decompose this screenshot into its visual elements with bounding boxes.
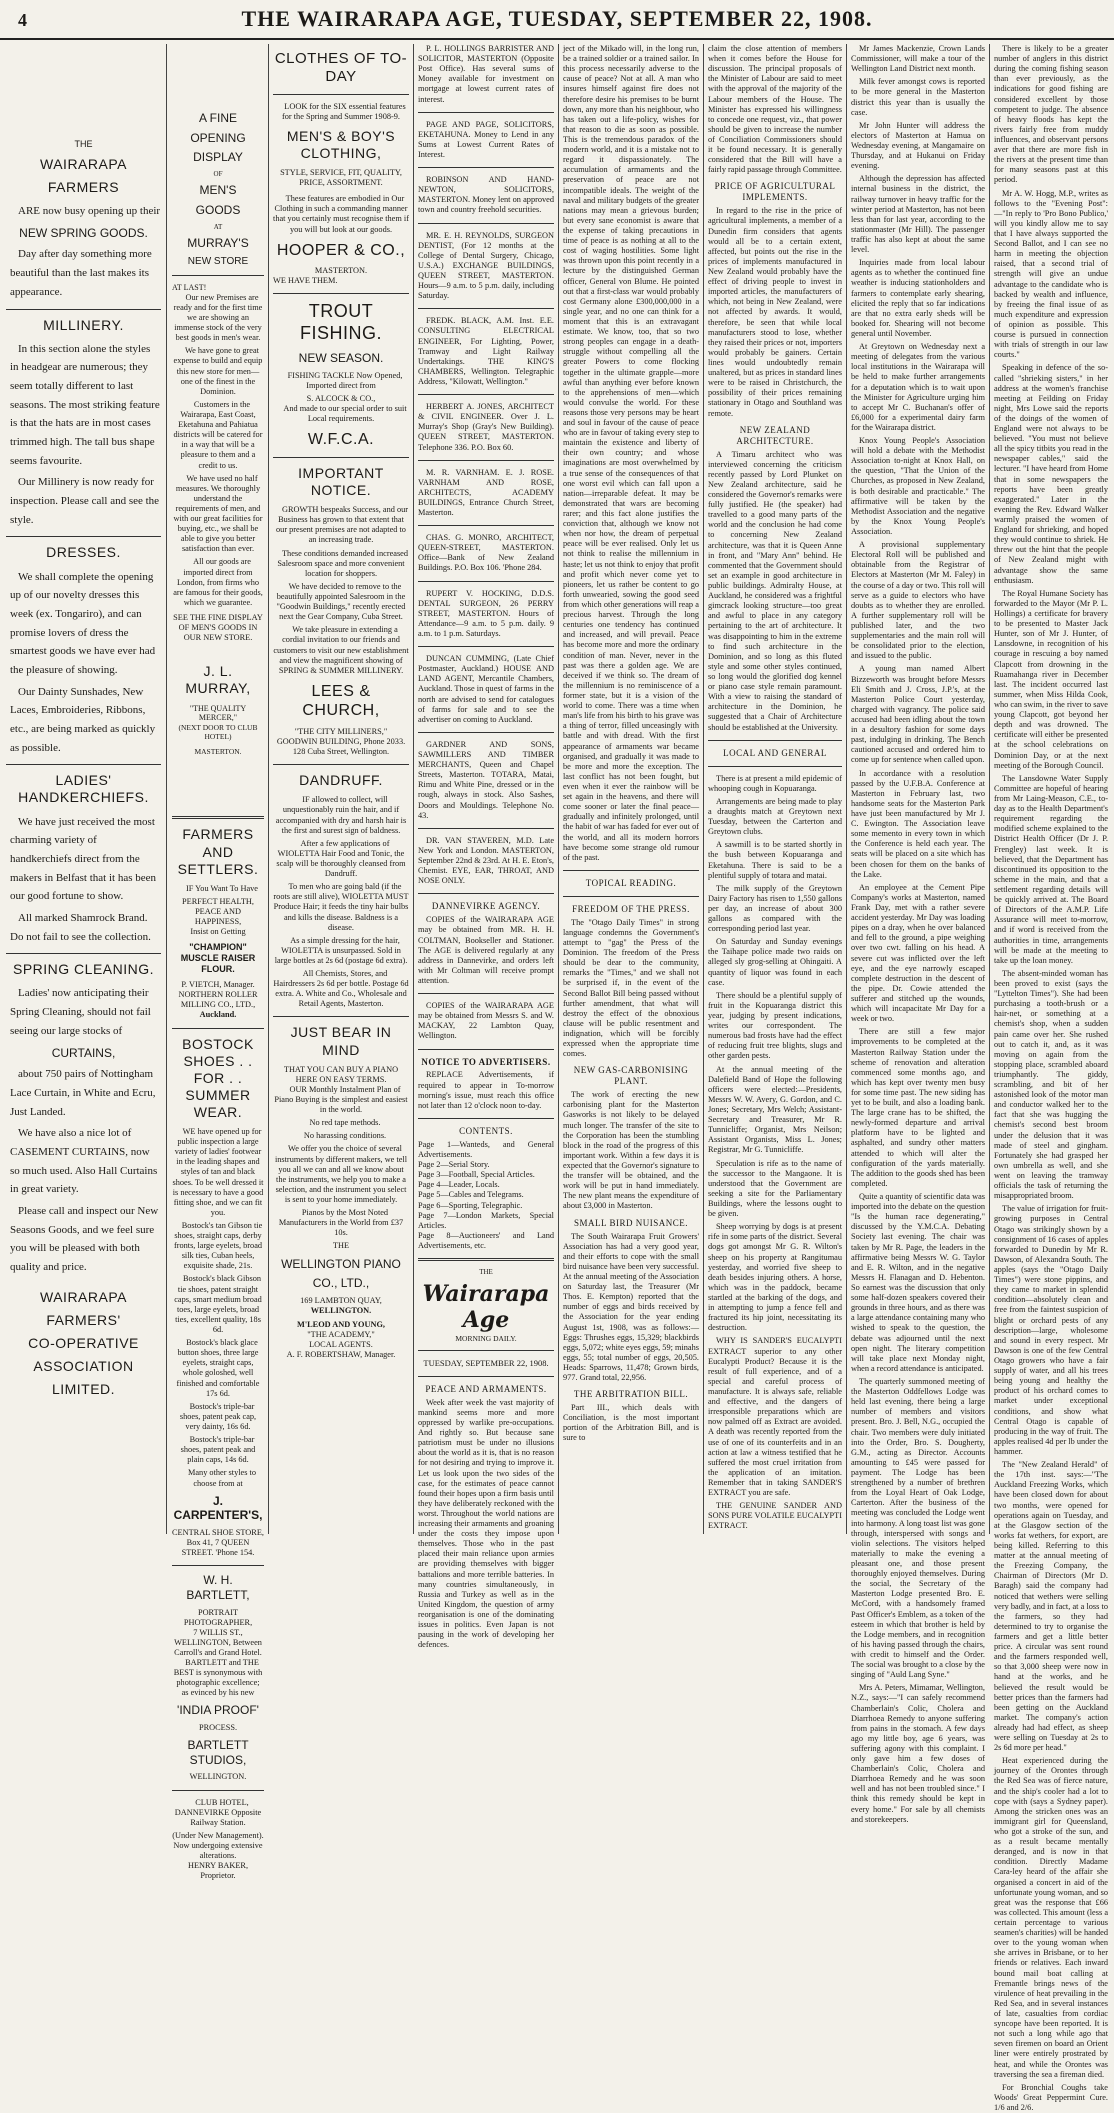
footer-line: WAIRARAPA (40, 1288, 127, 1305)
local-news-continued-column (851, 44, 985, 1824)
bostock-text: Bostock's triple-bar shoes, patent peak and plain caps, 14s 6d. (180, 1435, 256, 1465)
carpenter-address: CENTRAL SHOE STORE, Box 41, 7 QUEEN STREET. 'Phone 154. (172, 1527, 264, 1558)
murray-text: We have used no half measures. We thoroughly understand the requirements of men, and with our great facilities for buying, etc., we shall be able to give you better satisfaction than ever. (173, 473, 263, 554)
column-rule (989, 44, 990, 1534)
dandruff-text: All Chemists, Stores, and Hairdressers 2s 6d per bottle. Postage 6d extra. A. White and Co., Wholesale and Retail Agents, Masterton. (273, 969, 409, 1009)
column-rule (166, 44, 167, 1534)
piano-text: OUR Monthly Instalment Plan of Piano Buying is the simplest and easiest in the world. (274, 1084, 408, 1115)
local-item: The absent-minded woman has been proved to exist (says the "Lyttelton Times"). She had been purchasing a tooth-brush or a hair-net, or something at a chemist's shop, when a sudden pain came over her. She rushed out to catch it, and, as it was moving on again from the stopping place, scrambled aboard triumphantly. The giddy, scrambling, and bit of her astonished look of the motor man and conductor walked her to the fact that she was hugging the chemist's second best broom under the delusion that it was made of steel and gingham. Fortunately she had grasped her own umbrella as well, and she went on leaving the tramway officials the task of returning the misappropriated broom. (994, 968, 1108, 1201)
champion-flour: "CHAMPION" MUSCLE RAISER FLOUR. (180, 942, 256, 975)
hotel-text: HENRY BAKER, Proprietor. (187, 1861, 249, 1881)
millinery-text: In this section alone the styles in headgear are numerous; they seem totally different to last seasons. The most striking feature is that the hats are in most cases trimmed high. The tall bus shape seems favourite. (10, 342, 160, 467)
small-bird-heading: SMALL BIRD NUISANCE. (574, 1217, 688, 1228)
piano-text: We offer you the choice of several instruments by different makers, we tell you all we can and all we know about the instruments, we help you to make a selection, and the instrument you select is sent to your home immediately. (274, 1144, 408, 1204)
lees-church-tagline: "THE CITY MILLINERS," (294, 726, 388, 736)
contents-item: Page 1—Wanteds, and General Advertisements. (418, 1139, 554, 1159)
nameplate-the: THE (479, 1268, 493, 1277)
footer-line: FARMERS' (46, 1311, 121, 1328)
local-item: There are still a few major improvements to be completed at the Masterton Railway Station under the scheme of renovation and alteration commenced some months ago, and which has kept over twenty men busy for some time past. The new siding has yet to be built, and also a loading bank. The large crane has to be shifted, the newly-formed departure and arrival platform have to be lighted and asphalted, and sundry other matters attended to which will alter the configuration of the yards materially. The addition to the goods shed has been completed. (851, 1027, 985, 1188)
local-item: At Greytown on Wednesday next a meeting of delegates from the various local institutions in the Wairarapa will be held to make further arrangements for a deputation which is to wait upon the Minister for Agriculture urging him to accept Mr C. Buchanan's offer of £6,000 for a experimental dairy farm for the Wairarapa district. (851, 342, 985, 432)
local-item: A young man named Albert Bizzeworth was brought before Messrs Eli Smith and J. Cross, J.P.'s, at the Masterton Police Court yesterday, charged with vagrancy. The police said accused had been idling about the town in a desultory fashion for some days past, indulging in drinking. The Bench cautioned accused and ordered him to come up for sentence when called upon. (851, 664, 985, 765)
opening-line: OPENING (190, 130, 246, 145)
footer-line: LIMITED. (51, 1381, 116, 1398)
mleod-young: M'LEOD AND YOUNG, (297, 1319, 385, 1329)
murray-text: Our new Premises are ready and for the first time we are showing an immense stock of the very best goods in men's wear. (173, 292, 263, 343)
gas-plant-heading: NEW GAS-CARBONISING PLANT. (573, 1065, 689, 1087)
fishing-text: FISHING TACKLE Now Opened, Imported direct from (287, 370, 403, 390)
hotel-text: Now undergoing extensive alterations. (173, 1841, 263, 1861)
dannevirke-agency: DANNEVIRKE AGENCY. (431, 901, 541, 912)
handkerchiefs-heading: LADIES' HANDKERCHIEFS. (18, 772, 149, 806)
professional-card: COPIES of the WAIRARAPA AGE may be obtained from MR. H. H. COLTMAN, Bookseller and Stationer. The AGE is delivered regularly at any address in Dannevirke, and orders left with Mr Coltman will receive prompt attention. (418, 915, 554, 985)
bartlett-address: 7 WILLIS ST., WELLINGTON, Between Carroll's and Grand Hotel. (174, 1627, 262, 1657)
architecture-heading: NEW ZEALAND ARCHITECTURE. (736, 424, 814, 446)
masthead (0, 0, 1114, 40)
see-display: SEE THE FINE DISPLAY OF MEN'S GOODS IN OUR NEW STORE. (173, 613, 263, 643)
farmers-text: Insist on Getting (190, 927, 246, 937)
professional-card: DUNCAN CUMMING, (Late Chief Postmaster, Auckland.) HOUSE AND LAND AGENT, Mercantile Chambers, Auckland. Those in quest of farms in the north are advised to send for catalogues of farms for sale and to see the advertiser on coming to Auckland. (418, 654, 554, 724)
bostock-text: Bostock's black Gibson tie shoes, patent straight caps, smart medium broad toes, large eyelets, broad ties, excellent quality, 18s 6d. (174, 1274, 262, 1335)
local-item: The Royal Humane Society has forwarded to the Mayor (Mr P. L. Hollings) a certificate for bravery to be presented to Master Jack Hunter, son of Mr J. Hunter, of Lansdowne, in recognition of his courage in rescuing a boy named Clapcott from drowning in the Ruamahanga river in December last. The incident occurred last summer, when Miss Hilda Cook, who can swim, in the river to save young Clapcott, got beyond her depth and was drowned. The certificate will either be presented at the school celebrations on Dominion Day, or at the next meeting of the Borough Council. (994, 588, 1108, 770)
piano-sub: THAT YOU CAN BUY A PIANO HERE ON EASY TERMS. (283, 1064, 399, 1084)
morning-daily: MORNING DAILY. (455, 1334, 517, 1344)
opening-line: A FINE (198, 111, 237, 125)
contents-item: Page 5—Cables and Telegrams. (418, 1190, 524, 1200)
professional-card: CHAS. G. MONRO, ARCHITECT, QUEEN-STREET, MASTERTON. Office—Bank of New Zealand Buildings. P.O. Box 106. 'Phone 284. (418, 533, 554, 573)
leader-continued-column (563, 44, 699, 1534)
column-rule (703, 44, 704, 1534)
local-item: The Lansdowne Water Supply Committee are hopeful of hearing from Mr Laing-Meason, C.E., to-day as to the Health Department's requirement regarding the modified scheme explained to the District Health Officer (Dr J. P. Frengley) last week. It is believed, that the Department has discontinued its opposition to the scheme in the main, and that a settlement regarding details will be quickly arrived at. The Board of Directors of the A.M.P. Life Assurance will meet to-morrow, and if word is received from the authorities in time, arrangements will be made at the meeting to take up the loan money. (994, 773, 1108, 965)
agent-name: A. F. ROBERTSHAW, Manager. (286, 1350, 396, 1360)
column-rule (558, 44, 559, 1534)
local-item: There should be a plentiful supply of fruit in the Kopuaranga district this year, judging by present indications, writes our correspondent. The numerous bad frosts have had the effect of reducing fruit tree blights, slugs and other garden pests. (708, 990, 842, 1061)
column-rule (413, 44, 414, 1534)
local-item: Although the depression has affected internal business in the district, the railway turnover in heavy traffic for the winter period at Masterton, has not been less than for last year, according to the stationmaster (Mr Hill). The passenger traffic has also kept at about the same level. (851, 174, 985, 255)
local-news-final-column (994, 44, 1108, 2112)
local-item: There is likely to be a greater number of anglers in this district during the coming fishing season than ever previously, as the indications for good fishing are considered excellent by those competent to judge. The absence of heavy floods has kept the rivers fairly free from muddy influences, and observant persons aver that there are more fish in the rivers at the present time than for many seasons past at this period. (994, 44, 1108, 185)
professional-card: HERBERT A. JONES, ARCHITECT & CIVIL ENGINEER. Over J. L. Murray's Shop (Gray's New Building). QUEEN STREET, MASTERTON. Telephone 336. P.O. Box 60. (418, 402, 554, 452)
local-item: Inquiries made from local labour agents as to whether the continued fine weather is inducing stationholders and farmers to contemplate early shearing, elicited the reply that so far indications are that no extra early sheds will be booked for. Shearing will not become general until November. (851, 258, 985, 338)
professional-card: P. L. HOLLINGS BARRISTER AND SOLICITOR, MASTERTON (Opposite Post Office). Has several sums of Money available for investment on mortgage at lowest current rates of interest. (418, 44, 554, 104)
newspaper-title: THE WAIRARAPA AGE, TUESDAY, SEPTEMBER 22, 1908. (241, 6, 873, 31)
fishing-text: S. ALCOCK & CO., (306, 394, 376, 404)
dandruff-text: To men who are going bald (if the roots are still alive), WIOLETTA MUST Produce Hair; it feeds the tiny hair bulbs and kills the disease. Baldness is a disease. (273, 882, 409, 932)
murray-address: (NEXT DOOR TO CLUB HOTEL) (178, 723, 258, 742)
bartlett-studios: BARTLETT STUDIOS, (187, 1738, 249, 1767)
academy: "THE ACADEMY," (307, 1330, 375, 1340)
clothes-heading: CLOTHES OF TO-DAY (274, 50, 408, 86)
local-item: Milk fever amongst cows is reported to be more general in the Masterton district this year than is usually the case. (851, 77, 985, 117)
leader-heading: PEACE AND ARMAMENTS. (425, 1383, 547, 1394)
clothing-advert-column (273, 44, 409, 1534)
dresses-text: Our Dainty Sunshades, New Laces, Embroideries, Ribbons, etc., are being marked as quickly as possible. (10, 685, 156, 754)
murray-tagline: "THE QUALITY MERCER," (189, 703, 247, 723)
spring-cleaning-text: about 750 pairs of Nottingham Lace Curtain, in White and Ecru, Just Landed. (10, 1068, 156, 1118)
hooper-town: MASTERTON. (314, 266, 368, 276)
spring-cleaning-text: We have also a nice lot of CASEMENT CURTAINS, now so much used. Also Hall Curtains in great variety. (10, 1127, 158, 1196)
lees-church-address: GOODWIN BUILDING, Phone 2033. 128 Cuba Street, Wellington. (276, 737, 406, 757)
piano-text: Pianos by the Most Noted Manufacturers in the World from £37 10s. (278, 1208, 404, 1238)
dateline: TUESDAY, SEPTEMBER 22, 1908. (423, 1358, 549, 1369)
new-season: NEW SEASON. (298, 351, 384, 366)
local-item: Mr A. W. Hogg, M.P., writes as follows to the "Evening Post":—"In reply to 'Pro Bono Publico,' will you kindly allow me to say that I have always supported the Second Ballot, and I can see no harm in meeting the objection raised, that a second trial of strength will give an undue advantage to the candidate who is backed by wealth and influence, by freeing the final issue of as much expenditure and expression of opinion as possible. This course is pursued in connection with trials of strength in our law courts." (994, 188, 1108, 360)
notice-text: We take pleasure in extending a cordial invitation to our friends and customers to visit our new establishment and view the magnificent showing of SPRING & SUMMER MILLINERY. (273, 625, 409, 675)
have-them: WE HAVE THEM. (273, 276, 338, 286)
local-item: The "New Zealand Herald" of the 17th inst. says:—"The Auckland Freezing Works, which have been closed down for about two months, were opened for operations again on Tuesday, and at the Glasgow section of the works fat wethers, for export, are being killed. Referring to this matter at the annual meeting of the Freezing Company, the Chairman of Directors (Mr D. Baragh) said the company had noticed that wethers were selling very badly, and in fact, at a loss to the farmers, so they had determined to try to organise the farmers and get a little better price. A circular was sent round and the farmers responded well, so that 3,000 sheep were now in hand at the works, and he believed the result would be better prices than the farmers had been getting on the Auckland market. The company's action already had had effect, as sheep were selling on Tuesday at 2s to 2s 6d more per head." (994, 1460, 1108, 1753)
professional-card: MR. E. H. REYNOLDS, SURGEON DENTIST, (For 12 months at the College of Dental Surgery, Chicago, U.S.A.) EXCHANGE BUILDINGS, QUEEN STREET, MASTERTON. Hours—9 a.m. to 5 p.m. daily, including Saturday. (418, 230, 554, 301)
local-item: The quarterly summoned meeting of the Masterton Oddfellows Lodge was held last evening, there being a large number of members and visitors present. Bro. J. Bell, N.G., occupied the chair. Two members were duly initiated into the Order, Bro. S. Dougherty, G.M., acting as Director. Accounts amounting to £45 were passed for payment. The Lodge has been strengthened by a number of brethren from the Loyal Heart of Oak Lodge, Carterton. After the business of the meeting was concluded the Lodge went into harmony. A long toast list was gone through, interspersed with songs and violin selections. The visitors helped materially to make the evening a pleasant one, and those present thoroughly enjoyed themselves. During the social, the Secretary of the Masterton Lodge presented Bro. E. McCord, with a handsomely framed Past Officer's Emblem, as a token of the esteem in which that brother is held by the Lodge members, and in recognition of his having passed through the chairs, with credit to himself and the Order. The social was brought to a close by the singing of "Auld Lang Syne." (851, 1377, 985, 1680)
clothes-features: STYLE, SERVICE, FIT, QUALITY, PRICE, ASSORTMENT. (280, 167, 402, 188)
local-item: A provisional supplementary Electoral Roll will be published and obtainable from the Registrar of Electors at Masterton (Mr M. Faley) in the course of a day or two. This roll will serve as a guide to electors who have doubts as to whether they are enrolled. A further supplementary roll will be published later, and the two supplementaries and the main roll will be consolidated prior to the election, and issued to the public. (851, 540, 985, 661)
curtains-heading: CURTAINS, (51, 1045, 116, 1060)
local-item: There is at present a mild epidemic of whooping cough in Kopuaranga. (708, 773, 842, 793)
bostock-text: Bostock's black glace button shoes, three large eyelets, straight caps, whole goloshed, well finished and comfortable 17s 6d. (176, 1338, 260, 1398)
local-news-column (708, 44, 842, 1534)
advert-intro-farmers: FARMERS (47, 179, 120, 196)
local-item: In accordance with a resolution passed by the U.F.B.A. Conference at Masterton in February last, two handsome seats for the Masterton Park have just been manufactured by Mr J. C. Ewington. The Association leave some memento in every town in which the Conference is held each year. The seats will be placed on a site which has been chosen for them on the banks of the Lake. (851, 768, 985, 879)
spring-cleaning-text: Ladies' now anticipating their Spring Cleaning, should not fail seeing our large stocks of (10, 987, 151, 1037)
professional-card: FREDK. BLACK, A.M. Inst. E.E. CONSULTING ELECTRICAL ENGINEER, For Lighting, Power, Tramway and Light Railway Undertakings. THE KING'S CHAMBERS, Wellington. Telegraphic Address, "Kilowatt, Wellington." (418, 316, 554, 386)
piano-text: No harassing conditions. (303, 1131, 387, 1141)
spring-cleaning-text: Please call and inspect our New Seasons Goods, and we feel sure you will be pleased with both quality and price. (10, 1204, 159, 1274)
piano-co: WELLINGTON. (310, 1305, 372, 1315)
gas-plant-text: The work of erecting the new carbonising plant for the Masterton Gasworks is not likely to be delayed much longer. The transfer of the site to the Corporation has been the stumbling block in the road of the progress of this important work. Within a few days it is expected that the Governor's signature to the transfer will be obtained, and the work will be put in hand immediately. The new plant means the expenditure of about £3,000 in Masterton. (563, 1090, 699, 1211)
millinery-text: Our Millinery is now ready for inspection. Please call and see the style. (10, 476, 160, 526)
local-item: On Saturday and Sunday evenings the Taihape police made two raids on alleged sly grog-selling at Ohingaiti. A quantity of liquor was found in each case. (708, 937, 842, 987)
local-item: Arrangements are being made to play a draughts match at Greytown next Tuesday, between the Carterton and Greytown clubs. (708, 796, 842, 837)
professional-card: M. R. VARNHAM. E. J. ROSE. VARNHAM AND ROSE, ARCHITECTS, ACADEMY BUILDINGS, Entrance Church Street, Masterton. (418, 467, 554, 518)
hotel-text: CLUB HOTEL, DANNEVIRKE Opposite Railway Station. (174, 1797, 262, 1827)
mens-boys-clothing: MEN'S & BOY'S CLOTHING, (286, 127, 396, 161)
dandruff-text: After a few applications of WIOLETTA Hair Food and Tonic, the scalp will be thoroughly cleansed from Dandruff. (276, 838, 406, 879)
contents-heading: CONTENTS. (459, 1125, 513, 1136)
fishing-text: And made to our special order to suit Local requirements. (283, 404, 407, 424)
price-implements-text: In regard to the rise in the price of agricultural implements, a member of a Dunedin firm considers that agents would all be to a certain extent, affected, but points out the rise in the prices of implements manufactured in New Zealand would probably have the effect of driving people to invest in imported articles, the manufacturers of which, not being in New Zealand, were not affected by awards. It would, therefore, be seen that while local manufacturers stood to lose, whether they raised their prices or not, importers would probably be gainers. Certain lines would undoubtedly remain unaltered, but as prices in standard lines were to be raised in Christchurch, the possibility of their prices remaining stationary in Otago and Southland was remote. (708, 206, 842, 418)
topical-reading-heading: TOPICAL READING. (585, 877, 677, 888)
piano-co: WELLINGTON PIANO (281, 1256, 401, 1271)
local-agents: LOCAL AGENTS. (309, 1340, 373, 1350)
bartlett-name: W. H. BARTLETT, (186, 1573, 250, 1602)
local-item: Quite a quantity of scientific data was imported into the debate on the question "Is the human race degenerating," discussed by the Y.M.C.A. Debating Society last evening. The chair was taken by Mr R. Page, the leaders in the affirmative being Messrs W. G. Taylor and E. R. Wilton, and in the negative Messrs H. Flanagan and D. Hebenton. So earnest was the discussion that only some half-dozen speakers covered their grounds in three hours, and as there was a large attendance containing many who wished to speak to the question, the debate was adjourned until the next open night. The literary competition will take place next Monday night, when a record attendance is anticipated. (851, 1192, 985, 1373)
footer-line: CO-OPERATIVE (28, 1334, 139, 1351)
professional-card: DR. VAN STAVEREN, M.D. Late New York and London. MASTERTON, September 22nd & 23rd. At H. E. Eton's, Chemist. EYE, EAR, THROAT, AND NOSE ONLY. (418, 835, 554, 886)
contents-item: Page 4—Leader, Locals. (418, 1180, 500, 1190)
wfca-name: W.F.C.A. (307, 431, 375, 449)
farmers-coop-advert (6, 44, 161, 1534)
professional-card: PAGE AND PAGE, SOLICITORS, EKETAHUNA. Money to Lend in any Sums at Lowest Current Rates of Interest. (418, 119, 554, 159)
contents-item: Page 3—Football, Special Articles. (418, 1170, 535, 1180)
leader-text: Week after week the vast majority of mankind seems more and more oppressed by warlike pre-occupations. And rightly so. But because sane patriotism must be under no illusions about the world as it is, that is no reason for not desiring and trying to improve it. Let us look upon the two sides of the case, for the estimates of peace cannot found their hopes upon a firm basis until they have deliberately reckoned with the worst. Throughout the world nations are increasing their armaments and groaning under the costs they impose upon themselves. Those who in the past placed their main reliance upon armies are providing themselves with bigger battalions and more terrible batteries. In many countries simultaneously, in Russia and Turkey as well as in the United Kingdom, the question of army reorganisation is one of the dominating issues in politics. Even Japan is not pausing in the work of developing her defences. (418, 1397, 554, 1650)
murray-text: Customers in the Wairarapa, East Coast, Eketahuna and Pahiatua districts will be catered for in a way that will be a pleasure to them and a credit to us. (173, 399, 263, 470)
at-last: AT LAST! (172, 283, 207, 292)
local-item: THE GENUINE SANDER AND SONS PURE VOLATILE EUCALYPTI EXTRACT. (708, 1501, 842, 1531)
important-notice-heading: IMPORTANT NOTICE. (298, 464, 384, 499)
handkerchiefs-text: We have just received the most charming variety of handkerchiefs direct from the makers in Belfast that it has been our good fortune to show. (10, 815, 157, 903)
farmers-text: P. VIETCH, Manager. (181, 980, 255, 990)
contents-item: Page 6—Sporting, Telegraphic. (418, 1200, 523, 1210)
farmers-text: NORTHERN ROLLER MILLING CO., LTD., (178, 990, 258, 1010)
farmers-text: IF You Want To Have (186, 883, 258, 893)
opening-line: AT (213, 222, 223, 231)
trout-heading: TROUT FISHING. (299, 301, 382, 344)
piano-text: No red tape methods. (309, 1118, 381, 1128)
opening-line: MURRAY'S (187, 236, 249, 251)
opening-line: DISPLAY (193, 150, 243, 165)
local-item: Heat experienced during the journey of the Orontes through the Red Sea was of fierce nature, and the ship's cooler had a lot to cope with (says a Sydney paper). Among the stricken ones was an immigrant girl for Queensland, who got a stroke of the sun, and as a result became mentally deranged, and is now in that condition. Directly Madame Cara-ley heard of the affair she organised a concert in aid of the unfortunate young woman, and so great was the response that £66 was collected. This amount (less a certain percentage to various seamen's charities) will be handed over to the young woman when she arrives in Brisbane, or to her friends or relatives. Each inward bound mail boat calling at Fremantle brings news of the virulence of heat prevailing in the Red Sea, and in several instances of late, casualties from cordiac syncope have been reported. It is not such a long while ago that seven firemen on board an Orient liner were entirely prostrated by heat, and while the Orontes was traversing the sea a fireman died. (994, 1756, 1108, 2079)
local-item: For Bronchial Coughs take Woods' Great Peppermint Cure. 1/6 and 2/6. (994, 2082, 1108, 2112)
murray-town: MASTERTON. (194, 747, 242, 757)
local-item: At the annual meeting of the Dalefield Band of Hope the following officers were elected:—Presidents, Messrs W. W. Avery, G. Gordon, and C. Jones; Secretary, Mrs Welch; Assistant-Secretary and Treasurer, Mr R. Tunnicliffe; Organist, Mrs Neilson; Assistant Organists, Miss L. Jones; Registrar, Mr G. Tunnicliffe. (708, 1064, 842, 1155)
piano-co: CO., LTD., (312, 1276, 370, 1291)
opening-line: OF (213, 169, 223, 178)
local-general-heading: LOCAL AND GENERAL (723, 747, 827, 758)
local-item: A sawmill is to be started shortly in the bush between Kopuaranga and Eketahuna. There is said to be a plentiful supply of totara and matai. (708, 840, 842, 880)
piano-heading: JUST BEAR IN MIND (290, 1024, 392, 1058)
hotel-text: (Under New Management). (172, 1830, 264, 1840)
murray-text: We have gone to great expense to build and equip this new store for men—one of the finest in the Dominion. (173, 346, 263, 396)
spring-cleaning-heading: SPRING CLEANING. (12, 961, 155, 978)
notice-to-advertisers: NOTICE TO ADVERTISERS. (421, 1056, 551, 1067)
professional-card: COPIES of the WAIRARAPA AGE may be obtained from Messrs S. and W. MACKAY, 22 Lambton Quay, Wellington. (418, 1001, 554, 1041)
local-item: Mr John Hunter will address the electors of Masterton at Hamua on Wednesday evening, at Mangamaire on Thursday, and at Hukanui on Friday evening. (851, 120, 985, 171)
hooper-name: HOOPER & CO., (276, 241, 406, 259)
small-bird-text: The South Wairarapa Fruit Growers' Association has had a very good year, and their efforts to cope with the small bird nuisance have been very successful. At the annual meeting of the Association on Saturday last, the Treasurer (Mr Thos. E. Kempton) reported that the number of eggs and birds received by the Association for the year ending August 1st, 1908, was as follows:—Eggs: Thrushes eggs, 15,329; blackbirds eggs, 5,072; white eyes eggs, 59; minahs eggs, 55; total number of eggs, 20,505. Heads: Sparrows, 11,478; Grown birds, 977. Grand total, 22,956. (563, 1231, 699, 1383)
column-rule (268, 44, 269, 1534)
dandruff-text: As a simple dressing for the hair, WIOLETTA is unsurpassed. Sold in large bottles at 2s 6d (postage 6d extra). (274, 935, 408, 965)
opening-line: MEN'S (199, 183, 237, 198)
architecture-text: A Timaru architect who was interviewed concerning the criticism recently passed by Lord Plunket on New Zealand architecture, said he considered the Governor's remarks were fully justified. He (the speaker) had travelled to a good many parts of the world and the conclusion he had come to concerning New Zealand architecture, was that it is Queen Anne in front, and "Mary Ann" behind. He commented that the Government should set an example in good architecture in public buildings. Admiralty House, at Auckland, he considered was a frightful gimcrack looking structure—too great and awful to place in any category pertaining to the art of architecture. It was disappointing to him in the extreme to find such architecture in the Dominion, and so long as this fluted style and some other styles continued, so long would the glorified dog kennel or piano case style remain paramount. With a view to raising the standard of architecture in the Dominion, he suggested that a Chair of Architecture should be established at the University. (708, 449, 842, 732)
advert-intro-spring-goods: NEW SPRING GOODS. (19, 225, 148, 240)
farmers-text: Auckland. (199, 1010, 237, 1020)
piano-co: 169 LAMBTON QUAY, (300, 1295, 382, 1305)
notice-text: These conditions demanded increased Salesroom space and more convenient location for shoppers. (277, 548, 409, 578)
professional-card: GARDNER AND SONS, SAWMILLERS AND TIMBER MERCHANTS, Queen and Chapel Streets, Masterton. TOTARA, Matai, Rimu and White Pine, dressed or in the rough, always in stock. Also Sashes, Doors and Mouldings. Telephone No. 43. (418, 739, 554, 820)
professional-cards-column (418, 44, 554, 1650)
bostock-text: WE have opened up for public inspection a large variety of ladies' footwear in the leading shapes and styles of tan and black shoes. To be well dressed it is necessary to have a good fitting shoe, and we can fit you. (172, 1126, 264, 1217)
bartlett-studios-town: WELLINGTON. (189, 1772, 247, 1782)
opening-line: NEW STORE (187, 255, 249, 267)
contents-item: Page 7—London Markets, Special Articles. (418, 1210, 554, 1230)
advert-intro-the: THE (74, 139, 93, 149)
freedom-press-heading: FREEDOM OF THE PRESS. (572, 903, 690, 914)
notice-text: GROWTH bespeaks Success, and our Business has grown to that extent that our present premises are not adapted to an increasing trade. (276, 505, 409, 545)
advert-intro-text: Day after day something more beautiful than the last makes its appearance. (10, 248, 152, 298)
farmers-settlers-heading: FARMERS AND SETTLERS. (177, 826, 259, 877)
bostock-text: Bostock's tan Gibson tie shoes, straight caps, derby fronts, large eyelets, broad silk ties, Cuban heels, exquisite shade, 21s. (173, 1220, 263, 1271)
advert-intro-line: ARE now busy opening up their (18, 205, 161, 218)
local-item: An employee at the Cement Pipe Company's works at Masterton, named Frank Day, met with a rather severe accident yesterday. Mr Day was loading pipes on a dray, when he over balanced and fell to the ground, a pipe weighing over two cwt. falling on his head. A severe cut was inflicted over the left eye, and the eye narrowly escaped complete destruction in the descent of the pipe. Dr. Cowie attended the sufferer and stitched up the wounds, which will incapacitate Mr Day for a week or two. (851, 882, 985, 1024)
professional-card: ROBINSON AND HAND-NEWTON, SOLICITORS, MASTERTON. Money lent on approved town and country freehold securities. (418, 175, 554, 215)
lees-church-name: LEES & CHURCH, (302, 682, 380, 720)
local-item: Knox Young People's Association will hold a debate with the Methodist Association to-night at Knox Hall, on the question, "That the Union of the Churches, as proposed in New Zealand, is both desirable and practicable." The affirmative will be taken by the Methodist Association and the negative by the Knox Young People's Association. (851, 436, 985, 537)
local-item: Speaking in defence of the so-called "shrieking sisters," in her address at the women's franchise meeting at Feilding on Friday night, Mrs Lowe said the reports of the doings of the women of England were not always to be believed. "You must not believe all the spicy titbits you read in the newspaper cables," said the lecturer. "I have heard from Home that in some newspapers the reports have been greatly exaggerated." Later in the evening the Rev. Edward Walker warmly praised the women of England for shrieking, and hoped they would continue to shriek. He threw out the hint that the people of New Zealand might with advantage show the same enthusiasm. (994, 363, 1108, 585)
clothes-intro: LOOK for the SIX essential features for the Spring and Summer 1908-9. (282, 101, 406, 121)
india-proof: 'INDIA PROOF' (177, 1703, 259, 1718)
bostock-text: Bostock's triple-bar shoes, patent peak cap, very dainty, 16s 6d. (179, 1401, 257, 1432)
professional-card: RUPERT V. HOCKING, D.D.S. DENTAL SURGEON, 26 PERRY STREET, MASTERTON. Hours of Attendance—9 a.m. to 5 p.m. daily. 9 a.m. to 1 p.m. Saturdays. (418, 588, 554, 639)
local-item: Mrs A. Peters, Mimamar, Wellington, N.Z., says:—"I can safely recommend Chamberlain's Colic, Cholera and Diarrhoea Remedy to anyone suffering from pains in the stomach. A few days ago my little boy, age 6 years, was suffering agony with this complaint. I only gave him a few doses of Chamberlain's Colic, Cholera and Diarrhoea Remedy and he was soon well and has not been troubled since." I think this remedy should be kept in every home." For sale by all chemists and storekeepers. (851, 1683, 985, 1824)
bartlett-text: BARTLETT and THE BEST is synonymous with photographic excellence; as evinced by his new (173, 1658, 263, 1698)
dresses-text: We shall complete the opening up of our novelty dresses this week (ex. Tongariro), and can promise lovers of dress the smartest goods we have ever had the pleasure of showing. (10, 570, 156, 676)
arbitration-continued-text: claim the close attention of members when it comes before the House for discussion. The principal proposals of the Minister of Labour are said to meet with the approval of the majority of the Labour members of the House. The Minister has expressed his willingness to concede one request, viz., that power should be given to increase the number of Conciliation Commissioners should it be found necessary. It is generally considered that the Bill will have a fairly rapid passage through Committee. (708, 44, 842, 175)
murray-name: J. L. MURRAY, (185, 663, 251, 697)
contents-item: Page 2—Serial Story. (418, 1160, 490, 1170)
notice-text: We have decided to remove to the beautifully appointed Salesroom in the "Goodwin Buildings," recently erected next the Gear Company, Cuba Street. (276, 581, 406, 622)
opening-line: GOODS (195, 203, 241, 218)
bostock-heading: BOSTOCK SHOES . . FOR . . SUMMER WEAR. (182, 1035, 254, 1120)
arbitration-text: Part III., which deals with Conciliation, is the most important portion of the Arbitration Bill, and is sure to (563, 1403, 699, 1443)
advert-intro-wairarapa: WAIRARAPA (40, 155, 127, 172)
contents-item: Page 8—Auctioneers' and Land Advertisements, etc. (418, 1230, 554, 1250)
local-item: The value of irrigation for fruit-growing purposes in Central Otago was strikingly shown by a consignment of 16 cases of apples forwarded to Dunedin by Mr R. Dawson, of Alexandra South. The apples (says the "Otago Daily Times") were stone pippins, and they came to market in splendid condition—absolutely clean and free from the faintest suspicion of blight or orchard pests of any description—large, wholesome and sound in every respect. Mr Dawson is one of the few Central Otago growers who have a fair supply of water, and all his trees being young and healthy the product of his orchard comes to market under exceptional conditions, and show what Central Otago is capable of producing in the way of fruit. The apples realised 4d per lb under the hammer. (994, 1204, 1108, 1456)
dresses-heading: DRESSES. (46, 544, 121, 561)
leader-continued-text: ject of the Mikado will, in the long run, be a trained soldier or a trained sailor. In this process necessarily adverse to the cause of peace? Not at all. A man who insures himself against fire does not therefore desire his premises to be burnt down, any more than his neighbour, who has taken out a life-policy, wishes for that reason to die as soon as possible. This is the tremendous paradox of the modern world, and it is a mistake not to regard it dispassionately. The accumulation of armaments and the preservation of peace are not incompatible ideals. The weight of the naval and military budgets of the greater nations may mean a grievous burden; but every sane economist is aware that the expense of taking precautions in time of peace is as nothing at all to the cost of waging hostilities. Some light was thrown upon this point recently in a lecture by the distinguished German officer, General von Blume. He pointed out that a first-class war would probably cost Germany alone £300,000,000 in a single year, and no one can think for a moment that this is an extravagant estimate. We know, too, that so two strong peoples can engage in a death-struggle without compelling all the greater Powers to come flocking together in the ultimate grapple—more awful than anything ever before known to the apprehensions of men—which would convulse the world. For these reasons those very persons may be heart and soul in favour of the cause of peace who are in favour of taking every step to maintain the existence and liberty of their own country; and whose imaginations are most overwhelmed by a true sense of the consequences of that one worst evil which can fall upon a nation—irreparable defeat. It may be demonstrated that wars are becoming rarer; and this fact alone justifies the conviction that, although we know not when nor how, the dream of perpetual peace will be ever realised. Only let us not think to realise the millennium in haste; let us not think to enjoy that profit and profit which never come yet to pioneers, let us rather be content to go forth unwearied, sowing the good seed from which other generations will reap a precious harvest. Through the long centuries one tendency has continued and increased, and will prevail. Peace has become more and more the ordinary condition of man. Never, never in the past was there a golden age. We are deceived if we think so. The dream of the millennium is no reminiscence of a former state, but it is a vision of the world to come. There was a time when man's life from his birth to his grave was a thing of terror, filled unceasingly with battle and with dread. With the first appearance of armaments war became organised, and gradually it was made to be more and more the exception. The last conflict has not been fought, but even when it ever the rainbow will be set again in the heavens, and there will come sooner or later the final peace—gradually and infinitely prolonged, until the habit of war has faded for ever out of the world, and all its modern horrors have become some strange old rumour of the past. (563, 44, 699, 862)
dandruff-text: IF allowed to collect, will unquestionably ruin the hair, and if accompanied with dry and harsh hair is the first and surest sign of baldness. (275, 795, 407, 835)
wairarapa-age-nameplate: Wairarapa Age (422, 1280, 550, 1334)
india-proof-process: PROCESS. (198, 1723, 238, 1733)
local-item: WHY IS SANDER'S EUCALYPTI EXTRACT superior to any other Eucalypti Product? Because it is the result of full experience, and of a special and careful process of manufacture. It is always safe, reliable and effective, and the dangers of irresponsible preparations which are now palmed off as Extract are avoided. A death was recently reported from the use of one of its counterfeits and in an action at law a witness testified that he suffered the most cruel irritation from the application of an imitation. Remember that in taking SANDER'S EXTRACT you are safe. (708, 1336, 842, 1498)
bartlett-title: PORTRAIT PHOTOGRAPHER, (183, 1607, 253, 1627)
local-item: Mr James Mackenzie, Crown Lands Commissioner, will make a tour of the Wellington Land District next month. (851, 44, 985, 74)
freedom-press-text: The "Otago Daily Times" in strong language condemns the Government's attempt to "gag" the Press of the Dominion. The freedom of the Press should be dear to the community, remarks the "Times," and we shall not be surprised if, in the event of the Second Ballot Bill being passed without further amendment, that what will destroy the effect of the obnoxious clause will be public resentment and indignation, which will be forcibly expressed when the appropriate time comes. (563, 917, 699, 1059)
column-rule (846, 44, 847, 1534)
local-item: Sheep worrying by dogs is at present rife in some parts of the district. Several dogs got amongst Mr G. R. Wilton's sheep on his property at Rangitumau yesterday, and worried five sheep to death besides injuring others. A horse, which was in the paddock, became startled at the barking of the dogs, and in attempting to jump a fence fell and fractured its hip joint, necessitating its destruction. (708, 1222, 842, 1333)
farmers-text: PERFECT HEALTH, PEACE AND HAPPINESS, (182, 896, 254, 926)
footer-line: ASSOCIATION (33, 1357, 134, 1374)
carpenter-name: J. CARPENTER'S, (173, 1493, 263, 1523)
local-item: Speculation is rife as to the name of the successor to the Mangaone. It is understood that the Government are seeking a site for the Parliamentary Buildings, where the lessons ought to be given. (708, 1158, 842, 1219)
clothes-text: These features are embodied in Our Clothing in such a commanding manner that you certainly must recognise them if you will but look at our goods. (273, 194, 409, 234)
bostock-text: Many other styles to choose from at (188, 1468, 256, 1488)
millinery-heading: MILLINERY. (43, 316, 124, 333)
piano-co: THE (332, 1241, 350, 1251)
murray-advert-column (172, 44, 264, 1881)
murray-text: All our goods are imported direct from London, from firms who are famous for their goods, which we guarantee. (173, 557, 263, 607)
page-number: 4 (18, 10, 27, 30)
arbitration-heading: THE ARBITRATION BILL. (573, 1389, 689, 1400)
local-item: The milk supply of the Greytown Dairy Factory has risen to 1,550 gallons per day, an increase of about 300 gallons as compared with the corresponding period last year. (708, 883, 842, 934)
dandruff-heading: DANDRUFF. (299, 772, 383, 789)
handkerchiefs-text: All marked Shamrock Brand. Do not fail to see the collection. (10, 912, 151, 943)
price-implements-heading: PRICE OF AGRICULTURAL IMPLEMENTS. (714, 181, 836, 203)
notice-to-advertisers-text: REPLACE Advertisements, if required to appear in To-morrow morning's issue, must reach this office not later than 12 o'clock noon to-day. (418, 1070, 554, 1110)
